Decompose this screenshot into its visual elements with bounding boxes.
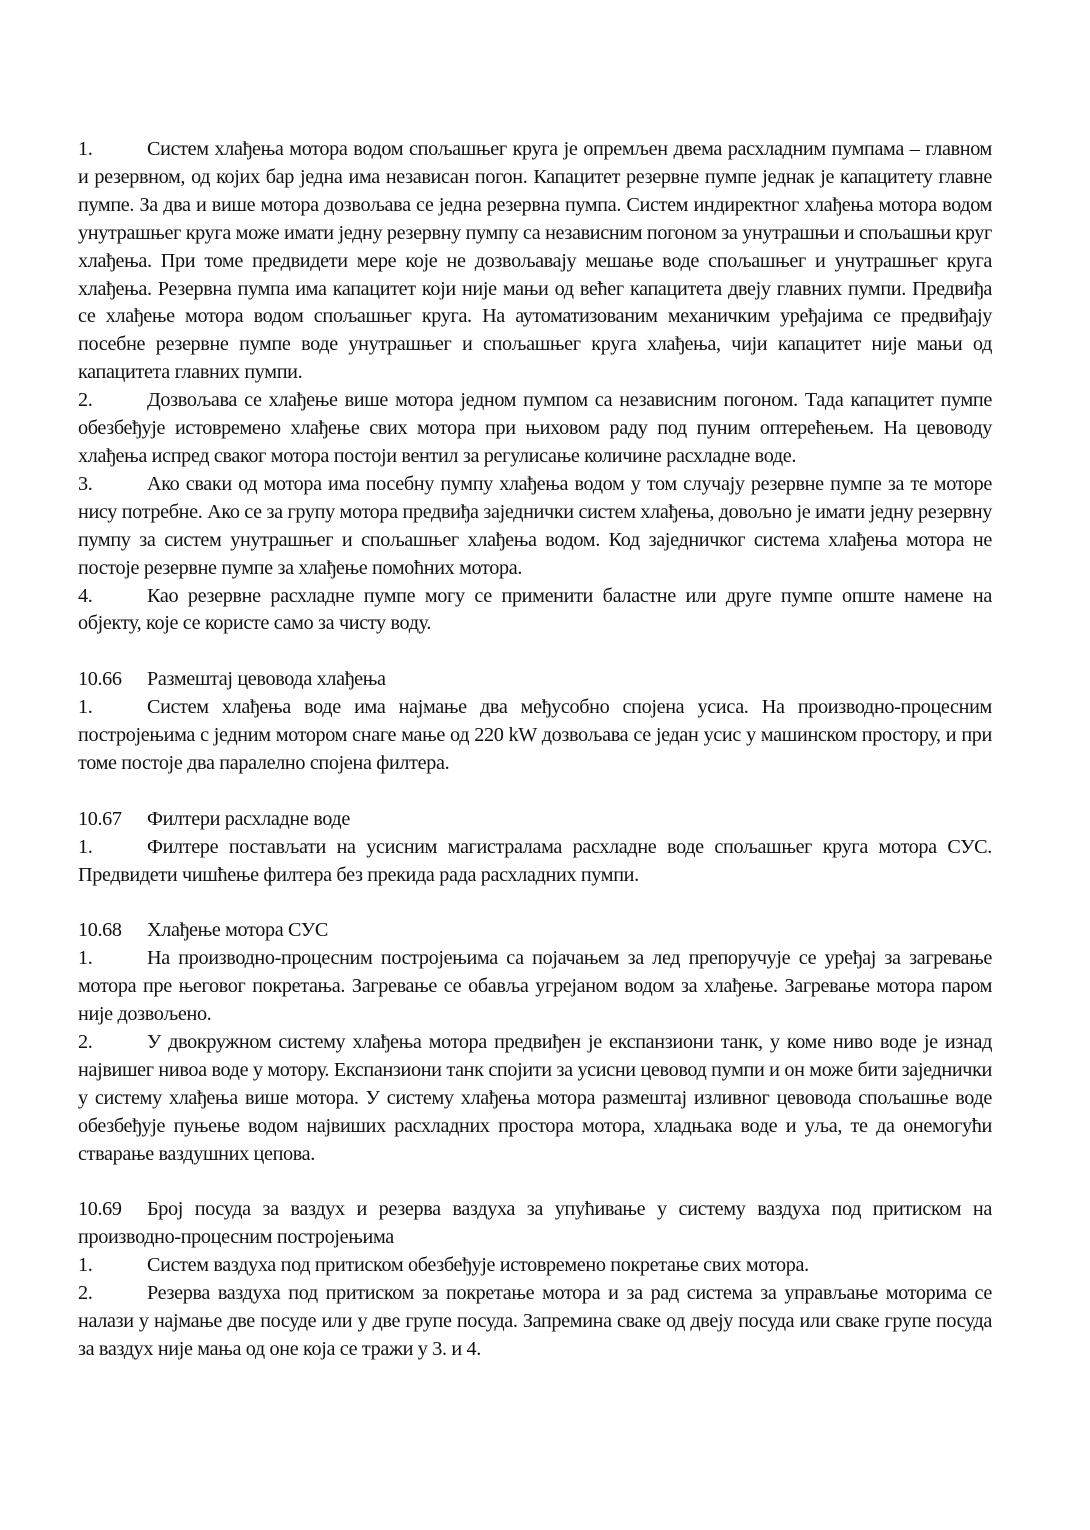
section-10-68 xyxy=(78,917,992,1168)
item-number: 2. xyxy=(78,1282,93,1305)
item-text: Систем хлађења мотора водом спољашњег круга је опремљен двема расхладним пумпама – главном и резервном, од којих бар једна има независан погон. Капацитет резервне пумпе једнак је капацитету главне пумпе. За два и више мотора дозвољава се једна резервна пумпа. Систем индиректног хлађења мотора водом унутрашњег круга може имати једну резервну пумпу са независним погоном за унутрашњи и спољашњи круг хлађења. При томе предвидети мере које не дозвољавају мешање воде спољашњег и унутрашњег круга хлађења. Резервна пумпа има капацитет који није мањи од већег капацитета двеју главних пумпи. Предвиђа се хлађење мотора водом спољашњег круга. На аутоматизованим механичким уређајима се предвиђају посебне резервне пумпе воде унутрашњег и спољашњег круга хлађења, чији капацитет није мањи од капацитета главних пумпи. xyxy=(78,138,992,384)
section-heading xyxy=(78,917,992,945)
item-text: Систем хлађења воде има најмање два међусобно спојена усиса. На производно-процесним постројењима с једним мотором снаге мање од 220 kW дозвољава се један усис у машинском простору, и при томе постоје два паралелно спојена филтера. xyxy=(78,696,992,774)
paragraph-item-3 xyxy=(78,471,992,583)
section-title: Број посуда за ваздух и резерва ваздуха за упућивање у систему ваздуха под притиском на производно-процесним постројењима xyxy=(78,1198,992,1249)
section-10-69 xyxy=(78,1196,992,1363)
section-heading xyxy=(78,1196,992,1252)
spacer xyxy=(78,1168,992,1196)
item-text: Резерва ваздуха под притиском за покретање мотора и за рад система за управљање моторима се налази у најмање две посуде или у две групе посуда. Запремина сваке од двеју посуда или сваке групе посуда за ваздух није мања од оне која се тражи у 3. и 4. xyxy=(78,1282,992,1360)
section-number: 10.68 xyxy=(78,919,122,942)
section-10-66 xyxy=(78,666,992,778)
item-text: Филтере постављати на усисним магистралама расхладне воде спољашњег круга мотора СУС. Предвидети чишћење филтера без прекида рада расхладних пумпи. xyxy=(78,835,992,886)
paragraph-item-2 xyxy=(78,1029,992,1169)
section-title: Филтери расхладне воде xyxy=(147,807,350,830)
paragraph-item-1 xyxy=(78,694,992,778)
item-number: 1. xyxy=(78,947,93,970)
intro-items xyxy=(78,136,992,638)
section-title: Размештај цевовода хлађења xyxy=(147,668,386,691)
paragraph-item-1 xyxy=(78,1252,992,1280)
spacer xyxy=(78,638,992,666)
spacer xyxy=(78,889,992,917)
section-number: 10.67 xyxy=(78,807,122,830)
paragraph-item-1 xyxy=(78,945,992,1029)
section-heading xyxy=(78,666,992,694)
item-text: Ако сваки од мотора има посебну пумпу хлађења водом у том случају резервне пумпе за те моторе нису потребне. Ако се за групу мотора предвиђа заједнички систем хлађења, довољно је имати једну резервну пумпу за систем унутрашњег и спољашњег хлађења водом. Код заједничког система хлађења мотора не постоје резервне пумпе за хлађење помоћних мотора. xyxy=(78,472,992,579)
section-title: Хлађење мотора СУС xyxy=(147,919,328,942)
document-page xyxy=(78,136,992,1364)
item-text: На производно-процесним постројењима са појачањем за лед препоручује се уређај за загревање мотора пре његовог покретања. Загревање се обавља угрејаном водом за хлађење. Загревање мотора паром није дозвољено. xyxy=(78,947,992,1026)
paragraph-item-1 xyxy=(78,136,992,387)
item-number: 2. xyxy=(78,1030,93,1053)
item-text: У двокружном систему хлађења мотора предвиђен је експанзиони танк, у коме ниво воде је изнад највишег нивоа воде у мотору. Експанзиони танк спојити за усисни цевовод пумпи и он може бити заједнички у систему хлађења више мотора. У систему хлађења мотора размештај изливног цевовода спољашње воде обезбеђује пуњење водом највиших расхладних простора мотора, хладњака воде и уља, те да онемогући стварање ваздушних цепова. xyxy=(78,1030,992,1165)
item-number: 2. xyxy=(78,389,93,412)
section-10-67 xyxy=(78,806,992,890)
item-text: Као резервне расхладне пумпе могу се применити баластне или друге пумпе опште намене на објекту, које се користе само за чисту воду. xyxy=(78,584,992,635)
section-number: 10.66 xyxy=(78,668,122,691)
item-number: 1. xyxy=(78,835,93,858)
spacer xyxy=(78,778,992,806)
paragraph-item-4 xyxy=(78,583,992,639)
item-number: 3. xyxy=(78,472,93,495)
section-heading xyxy=(78,806,992,834)
item-number: 1. xyxy=(78,138,93,160)
item-number: 4. xyxy=(78,584,93,607)
item-number: 1. xyxy=(78,1254,93,1277)
item-text: Дозвољава се хлађење више мотора једном пумпом са независним погоном. Тада капацитет пумпе обезбеђује истовремено хлађење свих мотора при њиховом раду под пуним оптерећењем. На цевоводу хлађења испред сваког мотора постоји вентил за регулисање количине расхладне воде. xyxy=(78,389,992,467)
item-number: 1. xyxy=(78,696,93,719)
paragraph-item-2 xyxy=(78,1280,992,1364)
section-number: 10.69 xyxy=(78,1198,122,1221)
item-text: Систем ваздуха под притиском обезбеђује истовремено покретање свих мотора. xyxy=(147,1254,809,1277)
paragraph-item-1 xyxy=(78,834,992,890)
paragraph-item-2 xyxy=(78,387,992,471)
